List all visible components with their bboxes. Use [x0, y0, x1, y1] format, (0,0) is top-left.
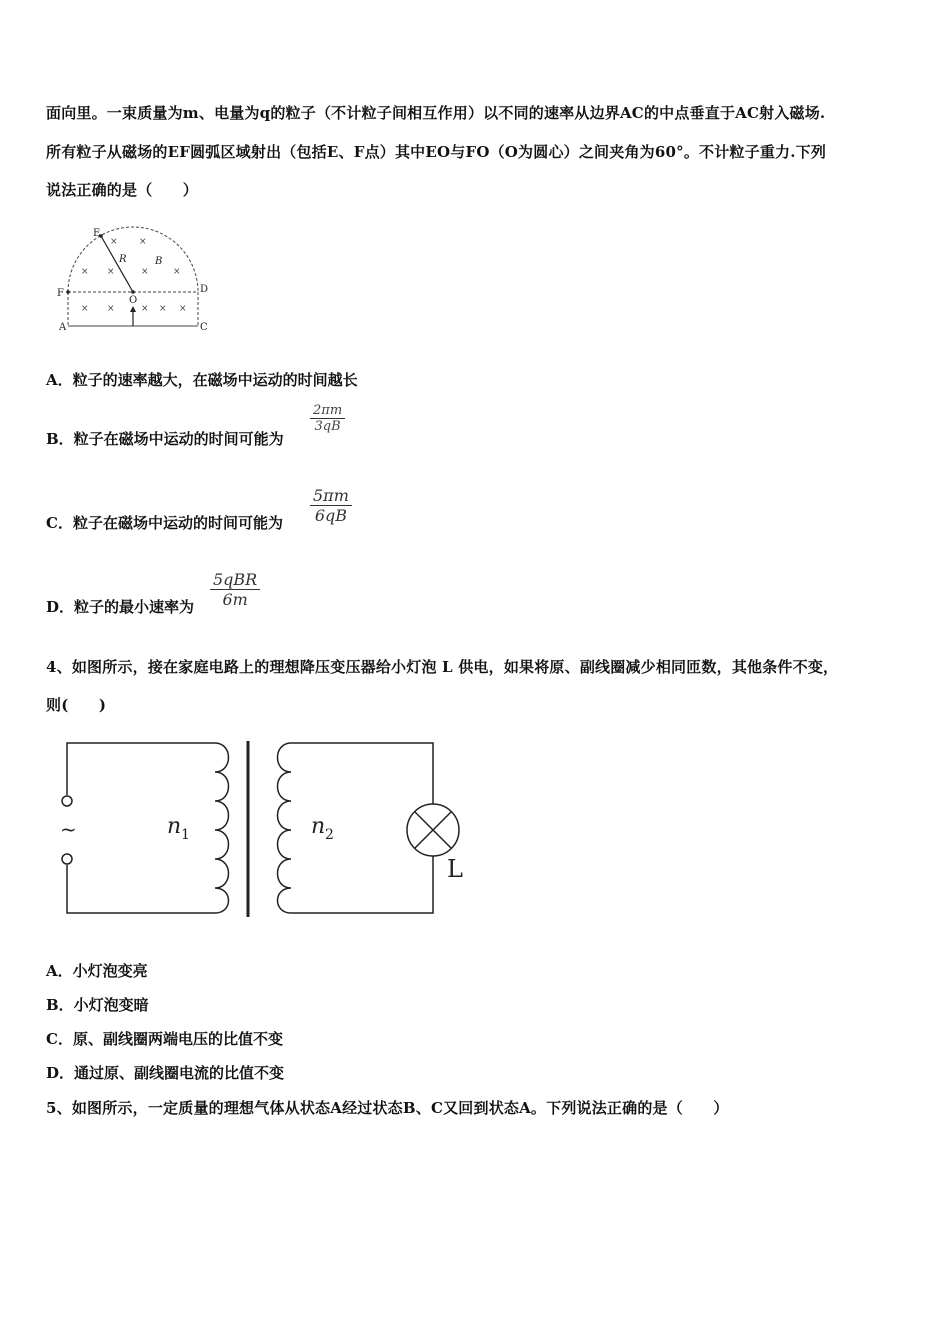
field-cross: ×	[179, 304, 187, 314]
label-C: C	[200, 322, 208, 333]
field-cross: ×	[159, 304, 167, 314]
q5-text-line1: 5、如图所示，一定质量的理想气体从状态A经过状态B、C又回到状态A。下列说法正确的是（ ）	[46, 1099, 729, 1117]
q4-option-c: C．原、副线圈两端电压的比值不变	[46, 1030, 283, 1048]
q3-option-a: A．粒子的速率越大，在磁场中运动的时间越长	[46, 371, 358, 389]
n1-subscript: 1	[181, 827, 190, 843]
n2-label: n	[311, 814, 326, 839]
label-D: D	[200, 284, 209, 295]
fraction-numerator: 5πm	[313, 486, 349, 505]
field-cross: ×	[110, 237, 118, 247]
label-B: B	[155, 256, 163, 267]
q4-option-d: D．通过原、副线圈电流的比值不变	[46, 1064, 285, 1082]
fraction-numerator: 5qBR	[213, 570, 258, 589]
label-A: A	[59, 322, 67, 333]
field-cross: ×	[139, 237, 147, 247]
field-cross: ×	[173, 267, 181, 277]
q4-text-line1: 4、如图所示，接在家庭电路上的理想降压变压器给小灯泡 L 供电，如果将原、副线圈减少相同匝数，其他条件不变，	[46, 658, 839, 676]
field-cross: ×	[81, 267, 89, 277]
n2-subscript: 2	[325, 827, 334, 843]
transformer-circuit-figure	[55, 735, 475, 925]
q4-option-a: A．小灯泡变亮	[46, 962, 148, 980]
q3-option-b-fraction	[310, 403, 345, 434]
field-cross: ×	[141, 267, 149, 277]
label-F: F	[57, 288, 64, 299]
q3-option-b: B．粒子在磁场中运动的时间可能为	[46, 430, 284, 448]
n1-label: n	[167, 814, 182, 839]
q3-option-c: C．粒子在磁场中运动的时间可能为	[46, 514, 283, 532]
q4-text-line2: 则( )	[46, 696, 107, 714]
fraction-denominator: 6m	[222, 590, 248, 609]
label-E: E	[93, 228, 101, 239]
q3-option-d-fraction	[210, 570, 260, 609]
fraction-denominator: 6qB	[314, 506, 348, 525]
q3-text-line2: 所有粒子从磁场的EF圆弧区域射出（包括E、F点）其中EO与FO（O为圆心）之间夹角为60°。不计粒子重力.下列	[46, 143, 827, 161]
lamp-label: L	[447, 855, 463, 883]
ac-source-symbol: ~	[60, 817, 77, 841]
fraction-denominator: 3qB	[314, 419, 341, 434]
q3-text-line3: 说法正确的是（ ）	[46, 181, 199, 199]
q3-text-line1: 面向里。一束质量为m、电量为q的粒子（不计粒子间相互作用）以不同的速率从边界AC的中点垂直于AC射入磁场.	[46, 104, 826, 122]
label-R: R	[119, 254, 127, 265]
fraction-numerator: 2πm	[313, 403, 343, 418]
field-cross: ×	[141, 304, 149, 314]
q4-option-b: B．小灯泡变暗	[46, 996, 149, 1014]
q3-option-d: D．粒子的最小速率为	[46, 598, 195, 616]
field-cross: ×	[81, 304, 89, 314]
label-O: O	[129, 295, 138, 306]
field-cross: ×	[107, 267, 115, 277]
q3-option-c-fraction	[310, 486, 352, 525]
field-cross: ×	[107, 304, 115, 314]
magnetic-field-figure	[55, 222, 215, 337]
